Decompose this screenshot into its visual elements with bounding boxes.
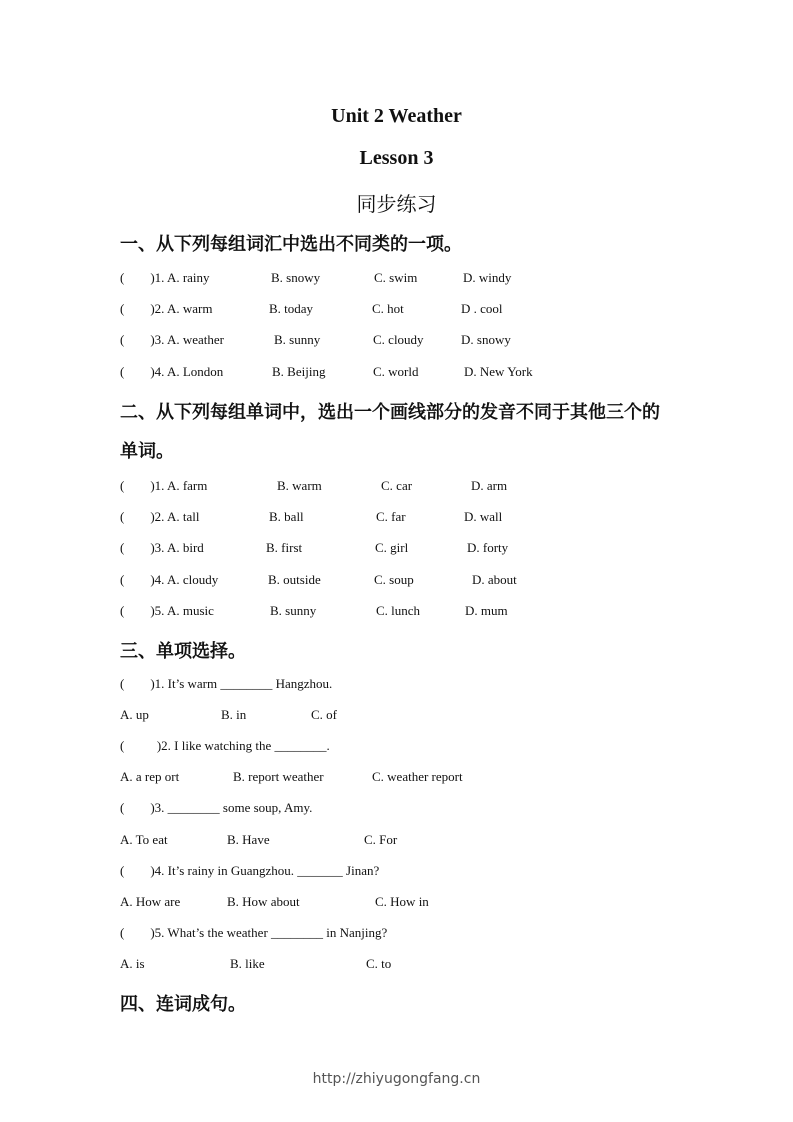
option-c: C. far <box>376 509 406 524</box>
option-b: B. outside <box>268 572 321 587</box>
option-d: D . cool <box>461 301 503 316</box>
footer-url: http://zhiyugongfang.cn <box>312 1071 481 1087</box>
list-item <box>0 270 793 290</box>
question-stem: ( )2. A. tall <box>120 509 200 524</box>
option-b: B. snowy <box>271 270 321 285</box>
section-two-heading: 二、从下列每组单词中，选出一个画线部分的发音不同于其他三个的 <box>120 402 660 423</box>
section-four-heading: 四、连词成句。 <box>120 994 246 1015</box>
option-b: B. Have <box>227 832 270 847</box>
unit-title: Unit 2 Weather <box>331 105 462 127</box>
list-item <box>0 332 793 352</box>
option-c: C. girl <box>375 540 409 555</box>
option-d: D. arm <box>471 478 508 493</box>
list-item <box>0 572 793 592</box>
option-a: A. To eat <box>120 832 168 847</box>
question-stem: ( )5. What’s the weather ________ in Nanjing? <box>120 925 388 940</box>
option-b: B. ball <box>269 509 304 524</box>
question-line <box>0 925 793 945</box>
options-line <box>0 707 793 727</box>
section-two-heading-cont: 单词。 <box>120 441 174 462</box>
option-d: D. windy <box>463 270 512 285</box>
option-a: A. up <box>120 707 149 722</box>
section-three-heading: 三、单项选择。 <box>120 641 246 662</box>
option-d: D. forty <box>467 540 509 555</box>
option-c: C. soup <box>374 572 414 587</box>
options-line <box>0 832 793 852</box>
list-item <box>0 301 793 321</box>
option-c: C. world <box>373 364 419 379</box>
option-c: C. lunch <box>376 603 421 618</box>
list-item <box>0 478 793 498</box>
options-line <box>0 894 793 914</box>
question-stem: ( )4. A. cloudy <box>120 572 219 587</box>
options-line <box>0 956 793 976</box>
list-item <box>0 364 793 384</box>
question-stem: ( )3. A. weather <box>120 332 224 347</box>
section-one-heading: 一、从下列每组词汇中选出不同类的一项。 <box>120 234 462 255</box>
options-line <box>0 769 793 789</box>
option-d: D. New York <box>464 364 533 379</box>
page-subtitle: 同步练习 <box>356 192 437 216</box>
question-line <box>0 863 793 883</box>
option-d: D. mum <box>465 603 508 618</box>
question-stem: ( )1. A. farm <box>120 478 208 493</box>
question-stem: ( )3. ________ some soup, Amy. <box>120 800 313 815</box>
option-d: D. snowy <box>461 332 511 347</box>
option-c: C. car <box>381 478 413 493</box>
option-b: B. How about <box>227 894 300 909</box>
option-b: B. sunny <box>270 603 317 618</box>
option-d: D. about <box>472 572 517 587</box>
question-stem: ( )2. I like watching the ________. <box>120 738 330 753</box>
option-c: C. to <box>366 956 392 971</box>
question-stem: ( )5. A. music <box>120 603 214 618</box>
option-b: B. in <box>221 707 247 722</box>
option-c: C. weather report <box>372 769 463 784</box>
question-line <box>0 676 793 696</box>
option-b: B. first <box>266 540 303 555</box>
option-c: C. of <box>311 707 337 722</box>
list-item <box>0 540 793 560</box>
option-a: A. is <box>120 956 145 971</box>
option-d: D. wall <box>464 509 503 524</box>
lesson-title: Lesson 3 <box>359 147 434 169</box>
question-stem: ( )1. It’s warm ________ Hangzhou. <box>120 676 333 691</box>
option-c: C. hot <box>372 301 404 316</box>
question-stem: ( )4. It’s rainy in Guangzhou. _______ Jinan? <box>120 863 380 878</box>
question-stem: ( )4. A. London <box>120 364 224 379</box>
option-b: B. today <box>269 301 314 316</box>
option-a: A. How are <box>120 894 181 909</box>
question-stem: ( )2. A. warm <box>120 301 213 316</box>
option-c: C. swim <box>374 270 418 285</box>
question-line <box>0 800 793 820</box>
option-a: A. a rep ort <box>120 769 180 784</box>
question-stem: ( )1. A. rainy <box>120 270 210 285</box>
option-c: C. For <box>364 832 398 847</box>
list-item <box>0 509 793 529</box>
option-c: C. How in <box>375 894 429 909</box>
option-b: B. sunny <box>274 332 321 347</box>
option-b: B. warm <box>277 478 322 493</box>
option-b: B. like <box>230 956 265 971</box>
question-line <box>0 738 793 758</box>
option-b: B. report weather <box>233 769 324 784</box>
list-item <box>0 603 793 623</box>
question-stem: ( )3. A. bird <box>120 540 204 555</box>
option-c: C. cloudy <box>373 332 424 347</box>
option-b: B. Beijing <box>272 364 326 379</box>
